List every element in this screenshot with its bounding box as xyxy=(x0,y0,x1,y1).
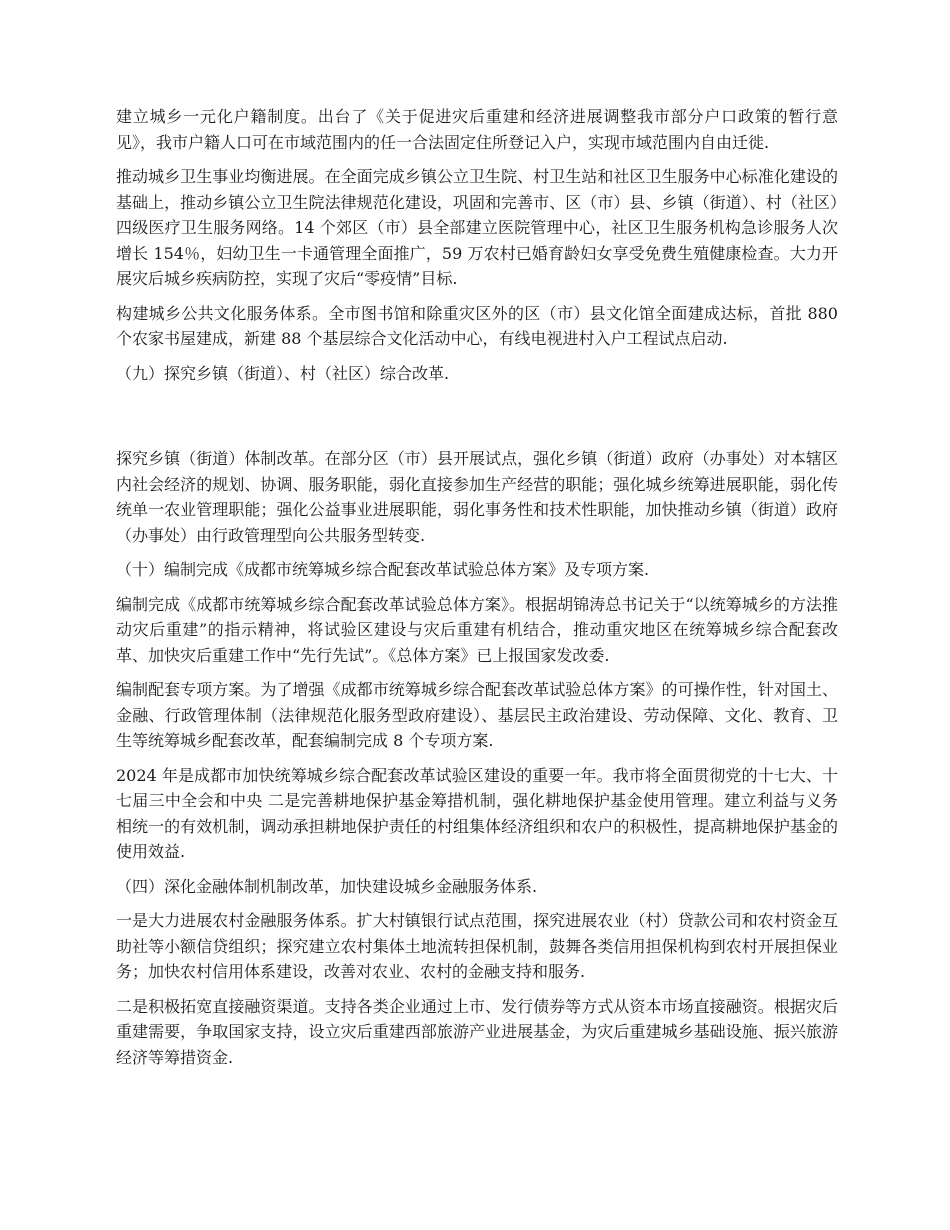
paragraph-direct-financing: 二是积极拓宽直接融资渠道。支持各类企业通过上市、发行债券等方式从资本市场直接融资。根据灾后重建需要，争取国家支持，设立灾后重建西部旅游产业进展基金，为灾后重建城乡基础设施、振兴旅游经济等筹措资金. xyxy=(116,996,838,1067)
paragraph-health-services: 推动城乡卫生事业均衡进展。在全面完成乡镇公立卫生院、村卫生站和社区卫生服务中心标准化建设的基础上，推动乡镇公立卫生院法律规范化建设，巩固和完善市、区（市）县、乡镇（街道）、村（社区）四级医疗卫生服务网络。14 个郊区（市）县全部建立医院管理中心，社区卫生服务机构急诊服务人次增长 154％，妇幼卫生一卡通管理全面推广，59 万农村已婚育龄妇女享受免费生殖健康检查。大力开展灾后城乡疾病防控，实现了灾后“零疫情”目标. xyxy=(116,167,838,288)
paragraph-household-registration: 建立城乡一元化户籍制度。出台了《关于促进灾后重建和经济进展调整我市部分户口政策的暂行意见》，我市户籍人口可在市域范围内的任一合法固定住所登记入户，实现市域范围内自由迁徙. xyxy=(116,107,838,152)
paragraph-overall-plan: 编制完成《成都市统筹城乡综合配套改革试验总体方案》。根据胡锦涛总书记关于“以统筹城乡的方法推动灾后重建”的指示精神，将试验区建设与灾后重建有机结合，推动重灾地区在统筹城乡综合配套改革、加快灾后重建工作中“先行先试”。《总体方案》已上报国家发改委. xyxy=(116,594,838,665)
document-body xyxy=(116,104,838,1079)
section-heading-four: （四）深化金融体制机制改革，加快建设城乡金融服务体系. xyxy=(116,876,538,896)
paragraph-rural-finance: 一是大力进展农村金融服务体系。扩大村镇银行试点范围，探究进展农业（村）贷款公司和农村资金互助社等小额信贷组织；探究建立农村集体土地流转担保机制，鼓舞各类信用担保机构到农村开展担保业务；加快农村信用体系建设，改善对农业、农村的金融支持和服务. xyxy=(116,911,838,981)
paragraph-public-culture: 构建城乡公共文化服务体系。全市图书馆和除重灾区外的区（市）县文化馆全面建成达标，首批 880 个农家书屋建成，新建 88 个基层综合文化活动中心，有线电视进村入户工程试点启动. xyxy=(116,303,838,348)
paragraph-special-plans: 编制配套专项方案。为了增强《成都市统筹城乡综合配套改革试验总体方案》的可操作性，针对国土、金融、行政管理体制（法律规范化服务型政府建设）、基层民主政治建设、劳动保障、文化、教育、卫生等统筹城乡配套改革，配套编制完成 8 个专项方案. xyxy=(116,680,838,750)
section-heading-nine: （九）探究乡镇（街道）、村（社区）综合改革. xyxy=(116,363,450,383)
section-heading-ten: （十）编制完成《成都市统筹城乡综合配套改革试验总体方案》及专项方案. xyxy=(116,560,650,579)
paragraph-township-reform: 探究乡镇（街道）体制改革。在部分区（市）县开展试点，强化乡镇（街道）政府（办事处）对本辖区内社会经济的规划、协调、服务职能，弱化直接参加生产经营的职能；强化城乡统筹进展职能，弱化传统单一农业管理职能；强化公益事业进展职能，弱化事务性和技术性职能，加快推动乡镇（街道）政府（办事处）由行政管理型向公共服务型转变. xyxy=(116,449,838,545)
paragraph-year-2024: 2024 年是成都市加快统筹城乡综合配套改革试验区建设的重要一年。我市将全面贯彻党的十七大、十七届三中全会和中央 二是完善耕地保护基金筹措机制，强化耕地保护基金使用管理。建立利益与义务相统一的有效机制，调动承担耕地保护责任的村组集体经济组织和农户的积极性，提高耕地保护基金的使用效益. xyxy=(116,765,838,861)
